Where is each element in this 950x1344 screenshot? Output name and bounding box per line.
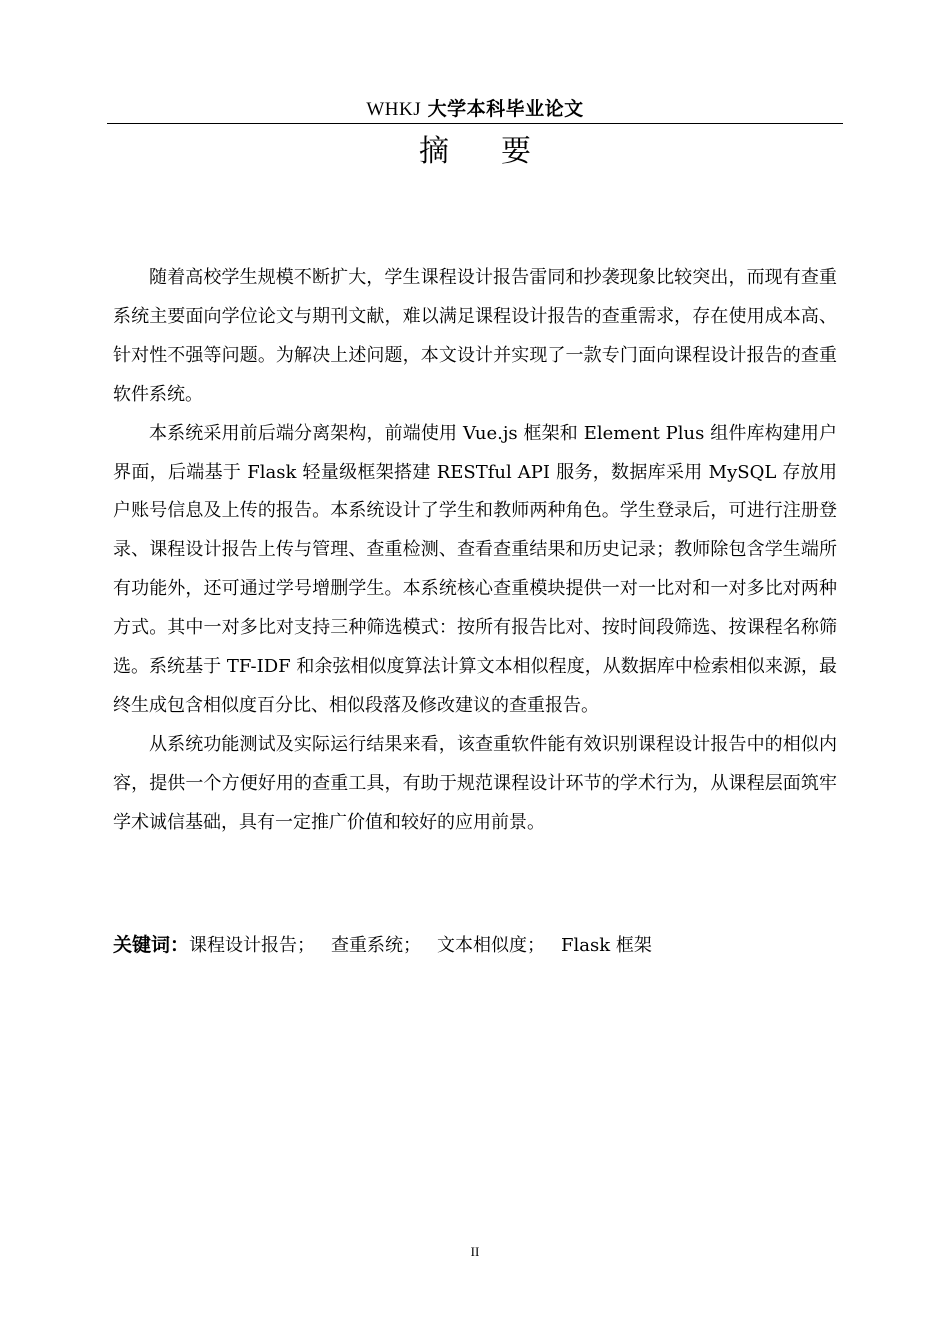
header-divider bbox=[107, 123, 843, 124]
abstract-paragraph: 本系统采用前后端分离架构，前端使用 Vue.js 框架和 Element Plus 组件库构建用户界面，后端基于 Flask 轻量级框架搭建 RESTful API 服务，数据库采用 MySQL 存放用户账号信息及上传的报告。本系统设计了学生和教师两种角色。学生登录后，可进行注册登录、课程设计报告上传与管理、查重检测、查看查重结果和历史记录；教师除包含学生端所有功能外，还可通过学号增删学生。本系统核心查重模块提供一对一比对和一对多比对两种方式。其中一对多比对支持三种筛选模式：按所有报告比对、按时间段筛选、按课程名称筛选。系统基于 TF-IDF 和余弦相似度算法计算文本相似程度，从数据库中检索相似来源，最终生成包含相似度百分比、相似段落及修改建议的查重报告。 bbox=[113, 422, 837, 716]
keyword-item: 课程设计报告； bbox=[189, 935, 316, 956]
header-institution: 大学本科毕业论文 bbox=[427, 98, 584, 120]
page-number: II bbox=[470, 1244, 480, 1259]
keyword-item: Flask 框架 bbox=[561, 935, 652, 956]
header-prefix: WHKJ bbox=[366, 99, 422, 120]
abstract-paragraph: 随着高校学生规模不断扩大，学生课程设计报告雷同和抄袭现象比较突出，而现有查重系统主要面向学位论文与期刊文献，难以满足课程设计报告的查重需求，存在使用成本高、针对性不强等问题。为解决上述问题，本文设计并实现了一款专门面向课程设计报告的查重软件系统。 bbox=[113, 267, 837, 405]
abstract-paragraph: 从系统功能测试及实际运行结果来看，该查重软件能有效识别课程设计报告中的相似内容，提供一个方便好用的查重工具，有助于规范课程设计环节的学术行为，从课程层面筑牢学术诚信基础，具有一定推广价值和较好的应用前景。 bbox=[113, 733, 837, 833]
abstract-body bbox=[113, 259, 837, 843]
keyword-item: 文本相似度； bbox=[437, 935, 546, 956]
keyword-item: 查重系统； bbox=[331, 935, 422, 956]
keywords-label: 关键词： bbox=[113, 934, 190, 956]
running-header bbox=[107, 95, 843, 123]
keywords-line bbox=[113, 926, 837, 965]
page-title: 摘要 bbox=[419, 134, 583, 169]
